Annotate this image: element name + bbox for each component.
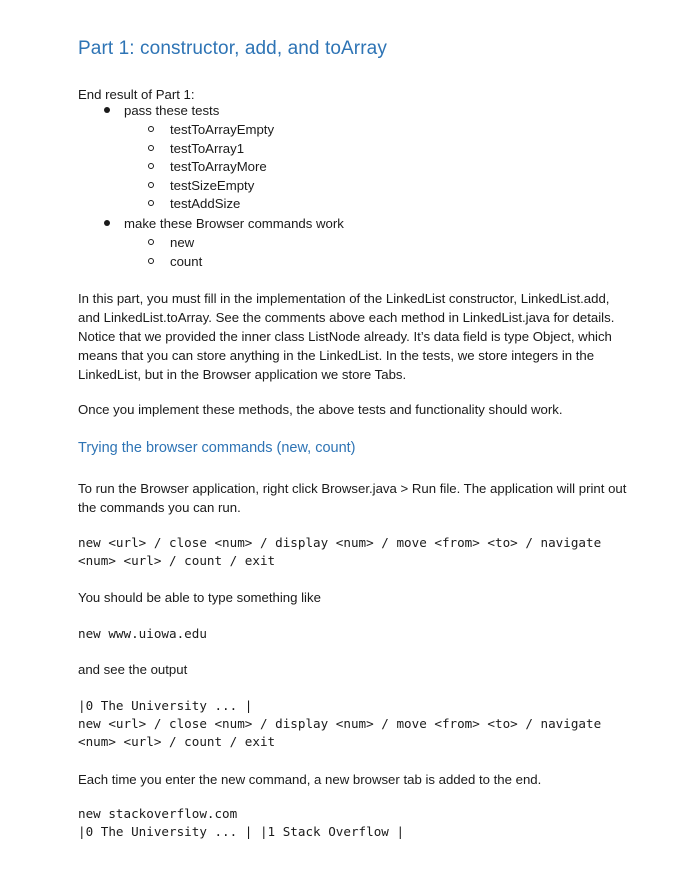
sub-bullet-marker bbox=[148, 163, 154, 169]
code-line: new stackoverflow.com bbox=[78, 806, 238, 821]
bullet-marker bbox=[104, 107, 110, 113]
paragraph-line: LinkedList, but in the Browser application we store Tabs. bbox=[78, 367, 407, 382]
sub-item-test: testToArray1 bbox=[170, 141, 245, 156]
sub-bullet-marker bbox=[148, 145, 154, 151]
code-block-commands bbox=[78, 534, 601, 570]
sub-item-test: testSizeEmpty bbox=[170, 178, 255, 193]
implementation-paragraph bbox=[78, 289, 614, 384]
sub-bullet-marker bbox=[148, 200, 154, 206]
sub-bullet-marker bbox=[148, 182, 154, 188]
paragraph-line: the commands you can run. bbox=[78, 500, 241, 515]
code-block-output bbox=[78, 697, 601, 751]
code-line: |0 The University ... | bbox=[78, 698, 253, 713]
bullet-item-tests: pass these tests bbox=[124, 103, 220, 118]
section-heading: Part 1: constructor, add, and toArray bbox=[78, 38, 387, 59]
code-line: new <url> / close <num> / display <num> / move <from> <to> / navigate bbox=[78, 716, 602, 731]
sub-bullet-marker bbox=[148, 258, 154, 264]
code-block-second-tab bbox=[78, 805, 404, 841]
sub-bullet-marker bbox=[148, 126, 154, 132]
output-intro-paragraph: and see the output bbox=[78, 662, 188, 677]
end-result-label: End result of Part 1: bbox=[78, 87, 195, 102]
sub-item-test: testToArrayMore bbox=[170, 159, 267, 174]
bullet-item-commands: make these Browser commands work bbox=[124, 216, 344, 231]
run-instructions-paragraph bbox=[78, 479, 626, 517]
new-tab-paragraph: Each time you enter the new command, a new browser tab is added to the end. bbox=[78, 772, 542, 787]
paragraph-line: To run the Browser application, right click Browser.java > Run file. The application will print out bbox=[78, 481, 627, 496]
bullet-marker bbox=[104, 220, 110, 226]
paragraph-line: In this part, you must fill in the implementation of the LinkedList constructor, LinkedList.add, bbox=[78, 291, 610, 306]
code-line: |0 The University ... | |1 Stack Overflow | bbox=[78, 824, 405, 839]
paragraph-line: means that you can store anything in the LinkedList. In the tests, we store integers in the bbox=[78, 348, 595, 363]
sub-item-command: count bbox=[170, 254, 203, 269]
functionality-paragraph: Once you implement these methods, the above tests and functionality should work. bbox=[78, 402, 563, 417]
sub-item-command: new bbox=[170, 235, 195, 250]
paragraph-line: and LinkedList.toArray. See the comments above each method in LinkedList.java for details. bbox=[78, 310, 615, 325]
code-line: new <url> / close <num> / display <num> / move <from> <to> / navigate bbox=[78, 535, 602, 550]
example-intro-paragraph: You should be able to type something like bbox=[78, 590, 321, 605]
code-line: <num> <url> / count / exit bbox=[78, 553, 276, 568]
code-block-new-command bbox=[78, 625, 207, 643]
paragraph-line: Notice that we provided the inner class ListNode already. It’s data field is type Object, which bbox=[78, 329, 612, 344]
sub-item-test: testAddSize bbox=[170, 196, 241, 211]
code-line: new www.uiowa.edu bbox=[78, 626, 207, 641]
subsection-heading: Trying the browser commands (new, count) bbox=[78, 440, 356, 456]
sub-item-test: testToArrayEmpty bbox=[170, 122, 275, 137]
sub-bullet-marker bbox=[148, 239, 154, 245]
code-line: <num> <url> / count / exit bbox=[78, 734, 276, 749]
